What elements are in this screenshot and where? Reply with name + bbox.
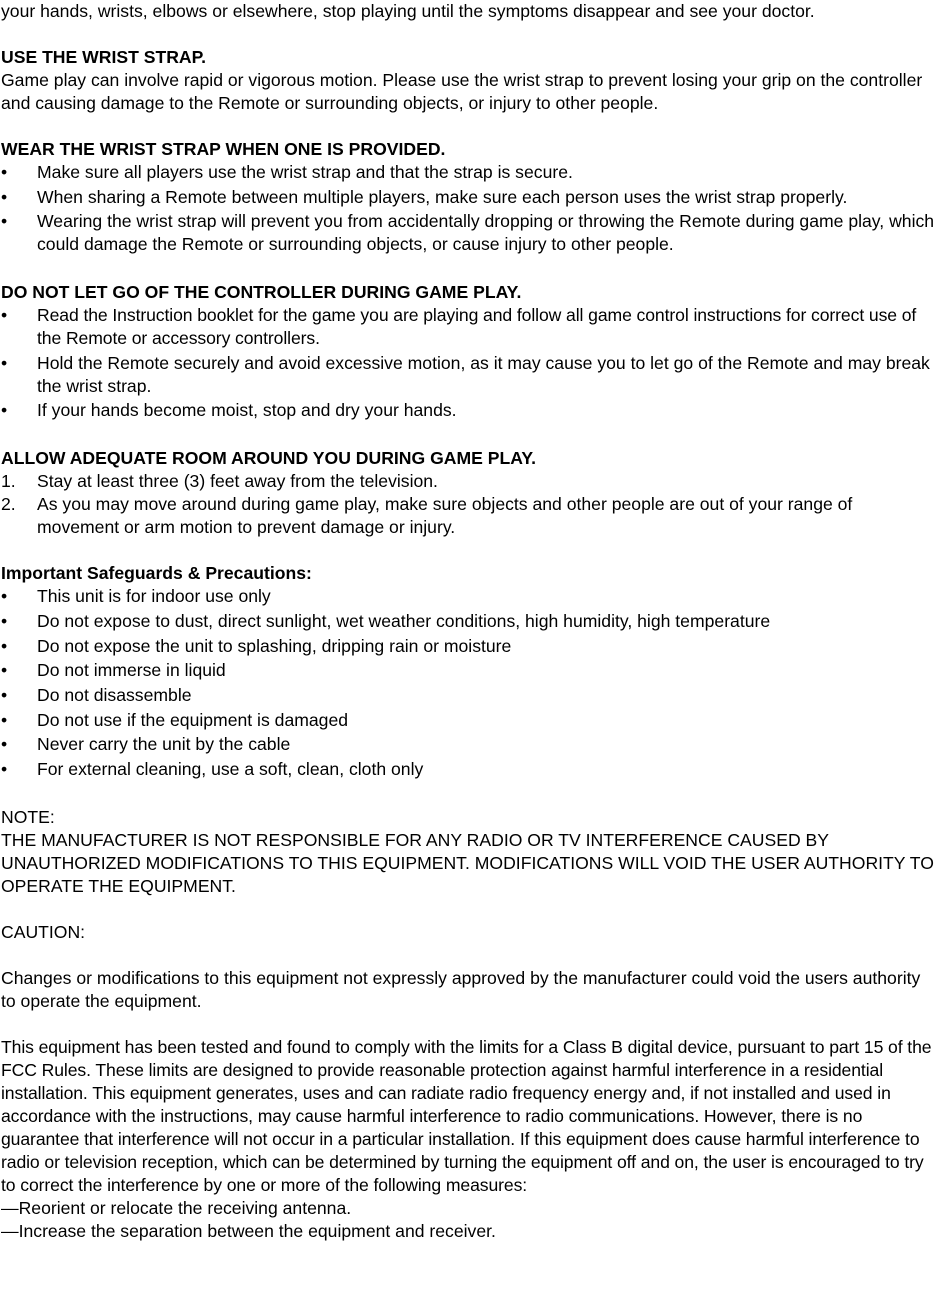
- caution-label: CAUTION:: [1, 921, 86, 942]
- note-section: [1, 806, 937, 898]
- wrist-strap-body: Game play can involve rapid or vigorous motion. Please use the wrist strap to prevent losing your grip on the controller and causing damage to the Remote or surrounding objects, or injury to other people.: [1, 70, 923, 113]
- let-go-list: [1, 304, 937, 422]
- let-go-section: [1, 281, 937, 422]
- list-item: [1, 635, 937, 658]
- list-item: [1, 758, 937, 781]
- bullet-icon: •: [1, 586, 8, 607]
- safeguards-section: [1, 562, 937, 781]
- caution-section: [1, 921, 937, 1013]
- list-item-text: Make sure all players use the wrist strap and that the strap is secure.: [37, 162, 573, 182]
- list-item: [1, 709, 937, 732]
- bullet-icon: •: [1, 352, 8, 373]
- list-item-text: When sharing a Remote between multiple players, make sure each person uses the wrist strap properly.: [37, 186, 848, 207]
- list-item-text: Do not immerse in liquid: [37, 660, 226, 681]
- bullet-icon: •: [1, 186, 8, 207]
- list-item-text: For external cleaning, use a soft, clean, cloth only: [37, 758, 424, 779]
- list-item: [1, 304, 937, 350]
- bullet-icon: •: [1, 684, 8, 705]
- safeguards-heading: Important Safeguards & Precautions:: [1, 563, 312, 584]
- bullet-icon: •: [1, 610, 8, 631]
- list-item: [1, 659, 937, 682]
- list-item-text: Do not disassemble: [37, 684, 192, 705]
- list-item-text: Do not expose to dust, direct sunlight, wet weather conditions, high humidity, high temperature: [37, 610, 771, 631]
- bullet-icon: •: [1, 660, 8, 681]
- room-section: [1, 447, 937, 539]
- list-item: [1, 733, 937, 756]
- list-item: [1, 585, 937, 608]
- bullet-icon: •: [1, 305, 8, 326]
- list-item-text: Wearing the wrist strap will prevent you from accidentally dropping or throwing the Remote during game play, which could damage the Remote or surrounding objects, or cause injury to other people.: [37, 211, 935, 255]
- safeguards-list: [1, 585, 937, 781]
- list-item-text: If your hands become moist, stop and dry your hands.: [37, 400, 457, 421]
- list-item: [1, 684, 937, 707]
- wrist-strap-heading: USE THE WRIST STRAP.: [1, 47, 206, 67]
- fcc-measure: —Reorient or relocate the receiving antenna.: [1, 1197, 352, 1218]
- list-item: [1, 161, 937, 184]
- bullet-icon: •: [1, 211, 8, 232]
- bullet-icon: •: [1, 734, 8, 755]
- bullet-icon: •: [1, 162, 8, 182]
- list-item-text: As you may move around during game play, make sure objects and other people are out of your range of movement or arm motion to prevent damage or injury.: [37, 494, 853, 538]
- room-list: [1, 470, 937, 539]
- bullet-icon: •: [1, 400, 8, 421]
- list-item: [1, 399, 937, 422]
- note-body: THE MANUFACTURER IS NOT RESPONSIBLE FOR ANY RADIO OR TV INTERFERENCE CAUSED BY UNAUTHORIZED MODIFICATIONS TO THIS EQUIPMENT. MODIFICATIONS WILL VOID THE USER AUTHORITY TO OPERATE THE EQUIPMENT.: [1, 829, 934, 896]
- wear-strap-section: [1, 138, 937, 256]
- room-heading: ALLOW ADEQUATE ROOM AROUND YOU DURING GAME PLAY.: [1, 448, 536, 469]
- list-item-text: Stay at least three (3) feet away from the television.: [37, 471, 438, 492]
- list-number: 2.: [1, 494, 16, 515]
- wear-strap-list: [1, 161, 937, 256]
- wrist-strap-section: [1, 46, 937, 115]
- fcc-section: [1, 1036, 937, 1243]
- bullet-icon: •: [1, 635, 8, 656]
- list-item: [1, 493, 937, 539]
- list-item: [1, 210, 937, 256]
- fcc-body: This equipment has been tested and found to comply with the limits for a Class B digital device, pursuant to part 15 of the FCC Rules. These limits are designed to provide reasonable protection against harmful interference in a residential installation. This equipment generates, uses and can radiate radio frequency energy and, if not installed and used in accordance with the instructions, may cause harmful interference to radio communications. However, there is no guarantee that interference will not occur in a particular installation. If this equipment does cause harmful interference to radio or television reception, which can be determined by turning the equipment off and on, the user is encouraged to try to correct the interference by one or more of the following measures:: [1, 1036, 932, 1195]
- caution-body: Changes or modifications to this equipment not expressly approved by the manufacturer could void the users authority to operate the equipment.: [1, 967, 921, 1011]
- wear-strap-heading: WEAR THE WRIST STRAP WHEN ONE IS PROVIDED.: [1, 139, 446, 159]
- list-item: [1, 470, 937, 493]
- note-label: NOTE:: [1, 806, 55, 827]
- intro-tail-text: your hands, wrists, elbows or elsewhere, stop playing until the symptoms disappear and see your doctor.: [1, 1, 815, 21]
- list-item-text: Never carry the unit by the cable: [37, 734, 291, 755]
- list-item: [1, 352, 937, 398]
- bullet-icon: •: [1, 709, 8, 730]
- list-item-text: This unit is for indoor use only: [37, 586, 271, 607]
- list-item-text: Do not use if the equipment is damaged: [37, 709, 349, 730]
- fcc-measure: —Increase the separation between the equipment and receiver.: [1, 1220, 496, 1241]
- list-item-text: Hold the Remote securely and avoid excessive motion, as it may cause you to let go of the Remote and may break the wrist strap.: [37, 352, 930, 396]
- list-item-text: Read the Instruction booklet for the game you are playing and follow all game control instructions for correct use of the Remote or accessory controllers.: [37, 305, 917, 349]
- list-item: [1, 186, 937, 209]
- let-go-heading: DO NOT LET GO OF THE CONTROLLER DURING GAME PLAY.: [1, 282, 522, 303]
- bullet-icon: •: [1, 758, 8, 779]
- list-item-text: Do not expose the unit to splashing, dripping rain or moisture: [37, 635, 512, 656]
- list-number: 1.: [1, 471, 16, 492]
- list-item: [1, 610, 937, 633]
